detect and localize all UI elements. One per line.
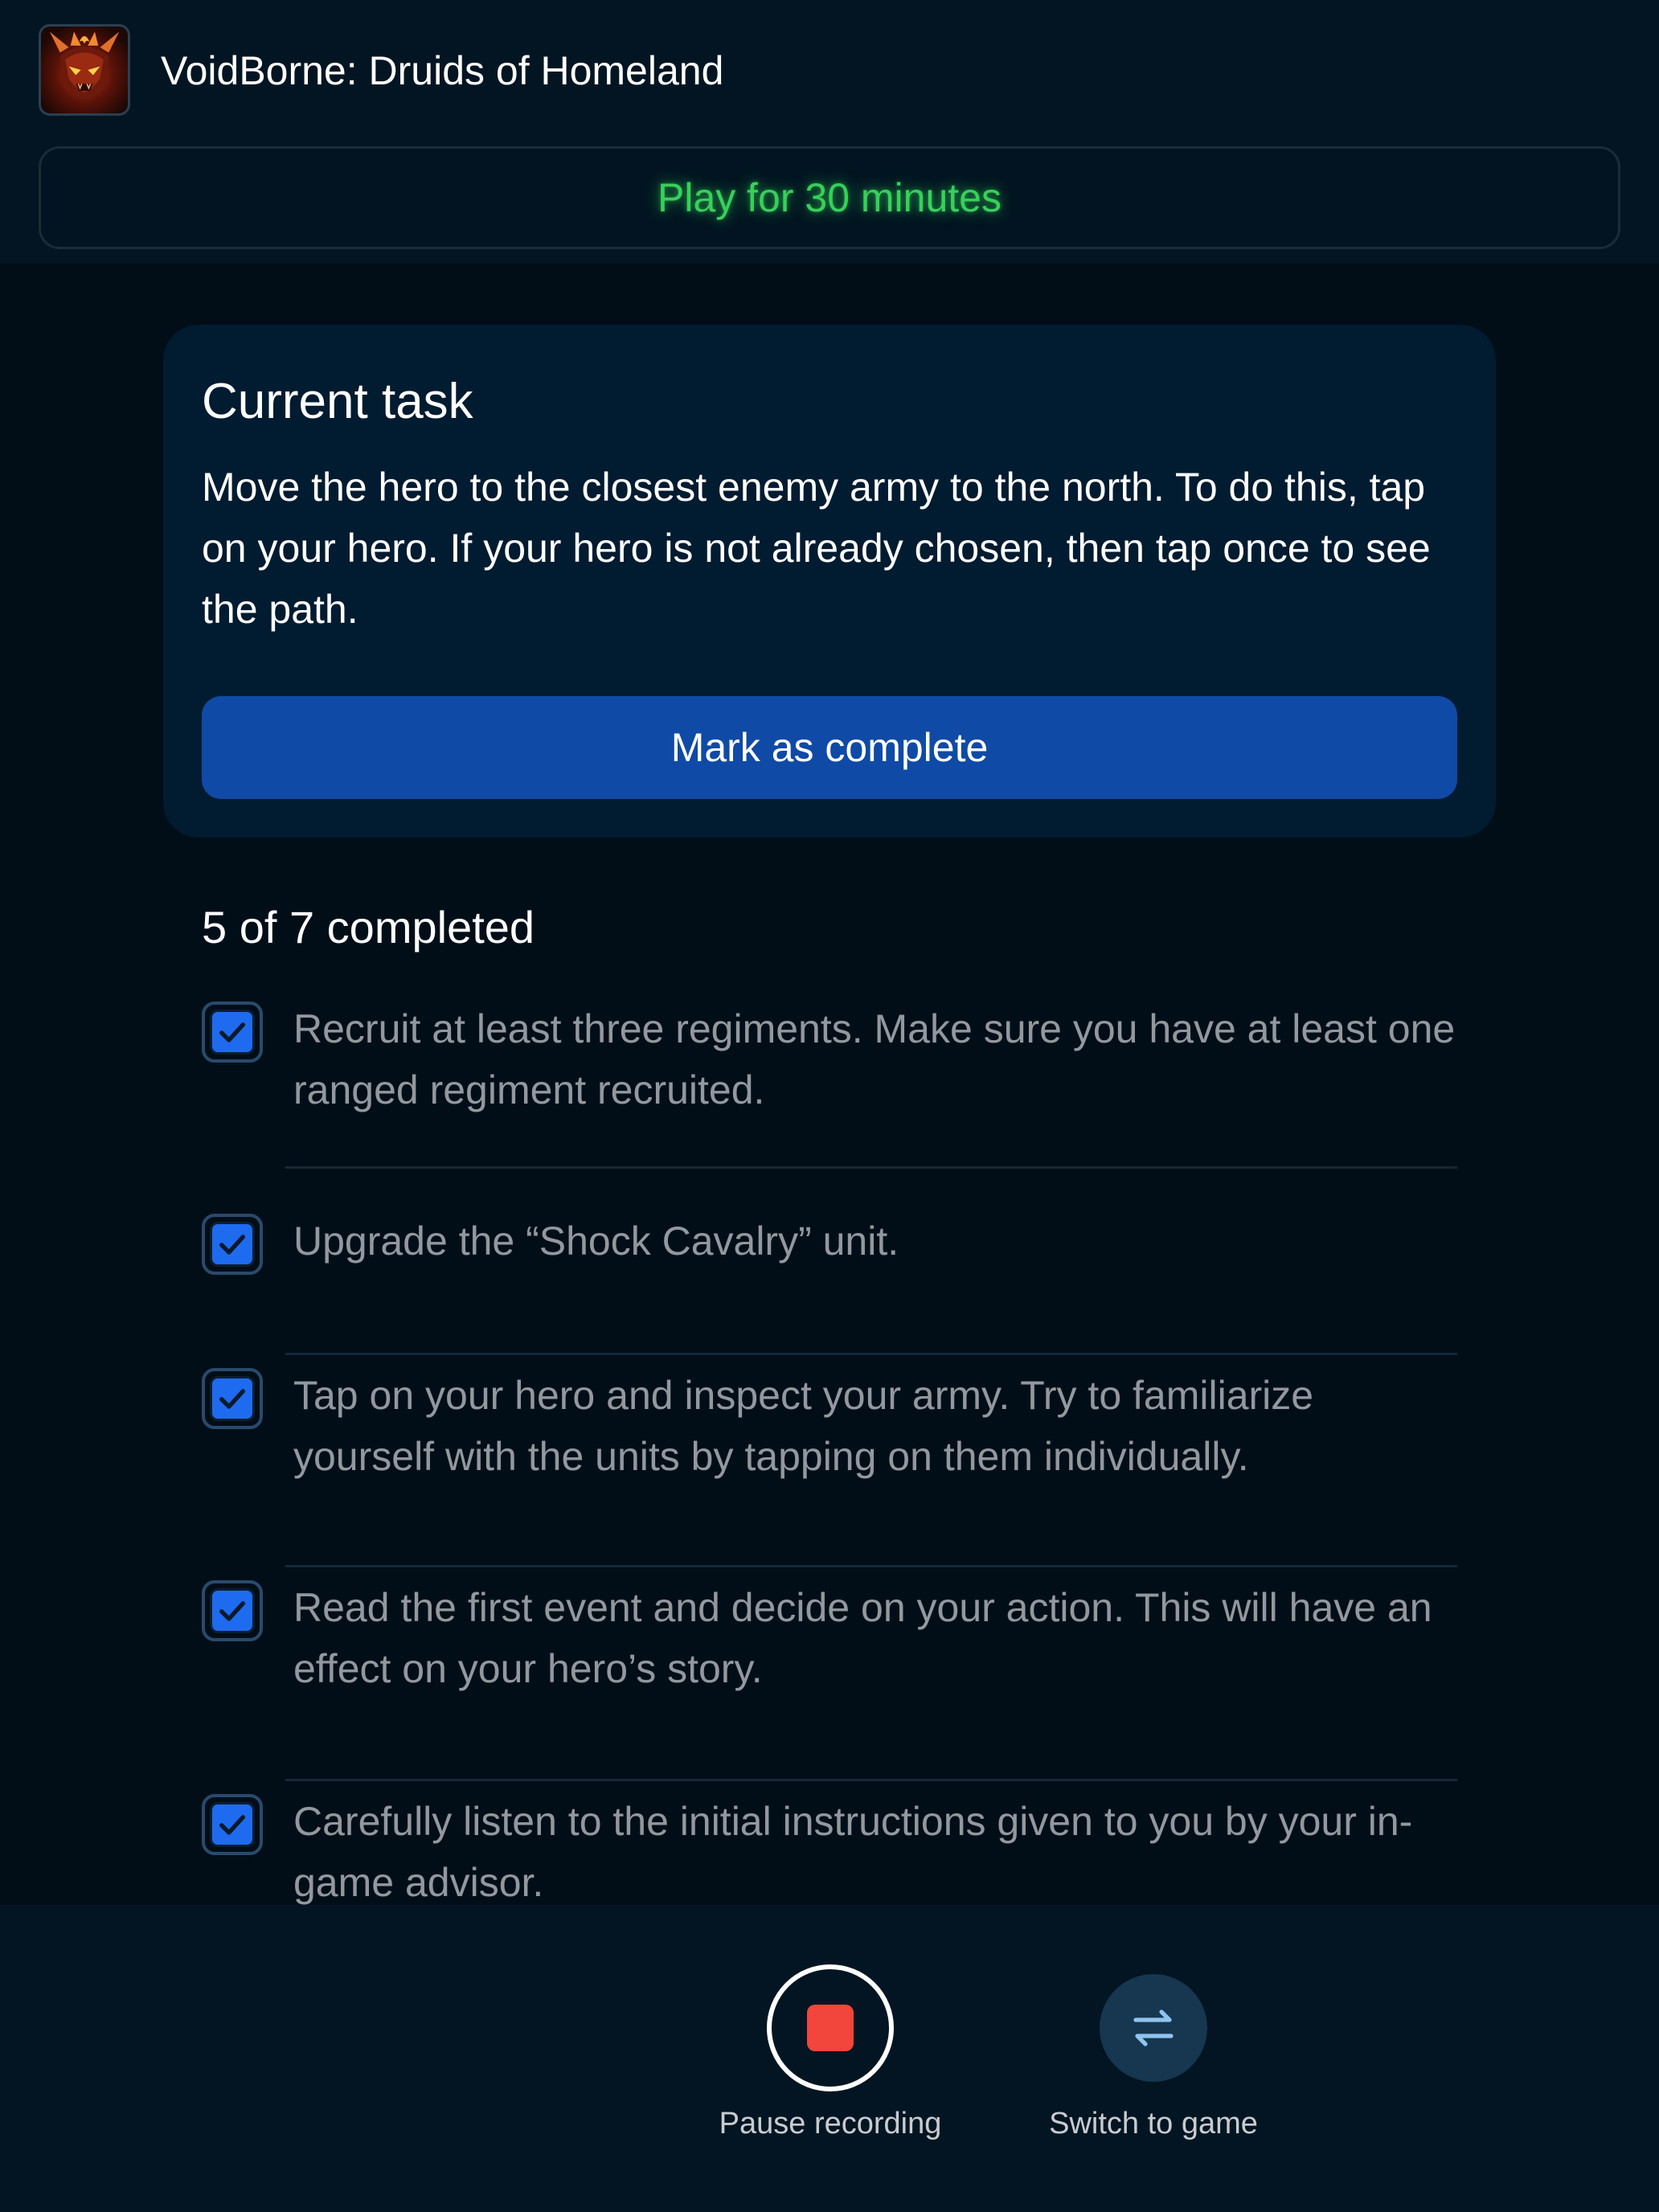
stop-icon xyxy=(807,2005,854,2051)
item-checkbox[interactable] xyxy=(202,1368,263,1429)
current-task-title: Current task xyxy=(202,374,473,429)
checklist-item xyxy=(202,1355,1457,1567)
pause-recording-label: Pause recording xyxy=(719,2107,942,2140)
session-goal-banner xyxy=(39,146,1620,249)
switch-to-game-label: Switch to game xyxy=(1049,2107,1258,2140)
checkbox-fill xyxy=(210,1802,255,1847)
task-checklist xyxy=(202,989,1457,1905)
checkmark-icon xyxy=(216,1809,248,1841)
item-checkbox[interactable] xyxy=(202,1580,263,1641)
app-header xyxy=(0,0,1659,264)
current-task-card xyxy=(163,325,1496,838)
checklist-item-text: Recruit at least three regiments. Make sure you have at least one ranged regiment recruited. xyxy=(293,1006,1456,1112)
checklist-item-text: Tap on your hero and inspect your army. Try to familiarize yourself with the units by tapping on them individually. xyxy=(293,1373,1314,1479)
checkbox-fill xyxy=(210,1588,255,1633)
checkbox-fill xyxy=(210,1010,255,1055)
item-checkbox[interactable] xyxy=(202,1794,263,1855)
checkmark-icon xyxy=(216,1382,248,1415)
switch-to-game-button[interactable] xyxy=(1100,1974,1207,2082)
checklist-item-text: Carefully listen to the initial instructions given to you by your in-game advisor. xyxy=(293,1799,1413,1905)
session-goal-text: Play for 30 minutes xyxy=(657,175,1002,220)
checkbox-fill xyxy=(210,1222,255,1267)
pause-recording-button[interactable] xyxy=(767,1964,894,2091)
checkmark-icon xyxy=(216,1595,248,1627)
swap-arrows-icon xyxy=(1128,2002,1179,2054)
checkmark-icon xyxy=(216,1016,248,1048)
bottom-action-bar xyxy=(0,1905,1659,2212)
checkbox-fill xyxy=(210,1376,255,1421)
checklist-item xyxy=(202,1567,1457,1781)
checklist-item-text: Upgrade the “Shock Cavalry” unit. xyxy=(293,1219,899,1264)
checklist-item-text: Read the first event and decide on your action. This will have an effect on your hero’s story. xyxy=(293,1585,1432,1691)
checklist-item xyxy=(202,989,1457,1169)
current-task-description: Move the hero to the closest enemy army to the north. To do this, tap on your hero. If your hero is not already chosen, then tap once to see the path. xyxy=(202,465,1431,632)
demon-skull-icon xyxy=(39,24,130,116)
demon-skull-icon-graphic xyxy=(41,27,128,113)
item-checkbox[interactable] xyxy=(202,1002,263,1063)
progress-heading: 5 of 7 completed xyxy=(202,902,535,952)
mark-as-complete-button[interactable]: Mark as complete xyxy=(202,696,1457,799)
item-checkbox[interactable] xyxy=(202,1214,263,1275)
checklist-item xyxy=(202,1201,1457,1355)
checkmark-icon xyxy=(216,1228,248,1260)
checklist-item xyxy=(202,1781,1457,1905)
app-title: VoidBorne: Druids of Homeland xyxy=(161,48,724,93)
